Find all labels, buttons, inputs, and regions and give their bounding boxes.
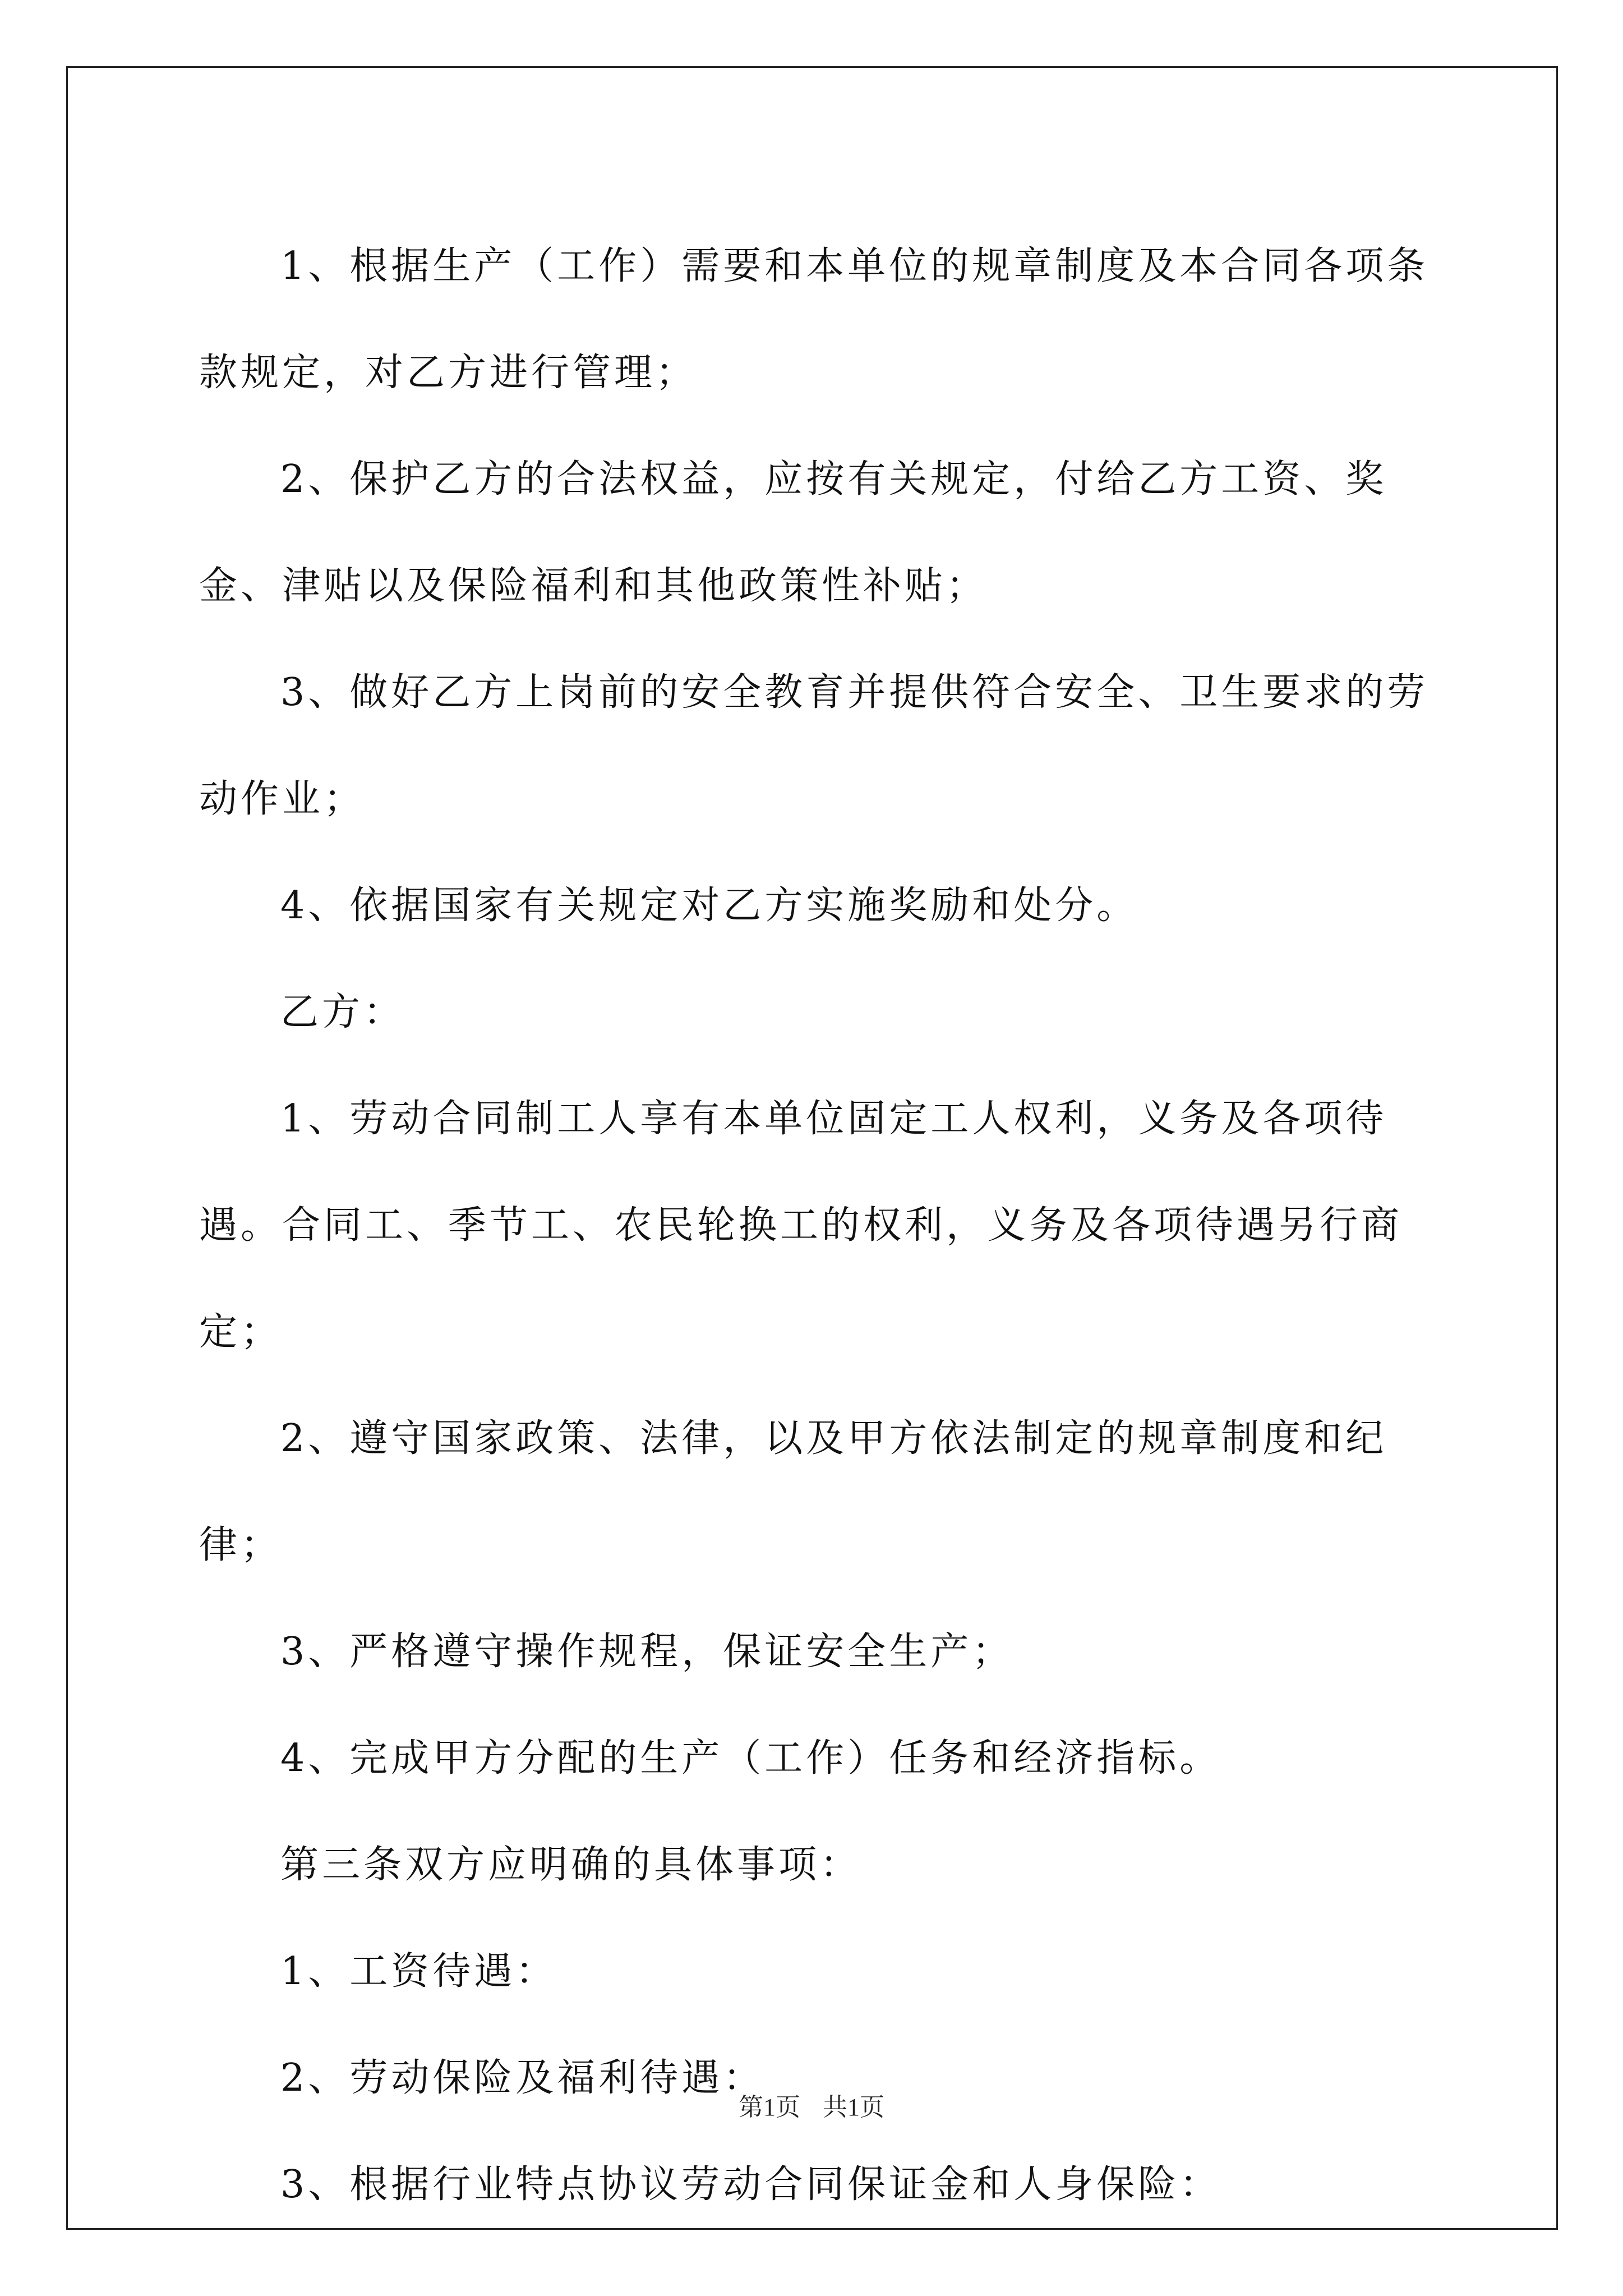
paragraph: 2、劳动保险及福利待遇：: [280, 2056, 765, 2100]
paragraph: 乙方：: [280, 990, 405, 1034]
page-total: 共1页: [823, 2093, 884, 2121]
paragraph: 4、完成甲方分配的生产（工作）任务和经济指标。: [280, 1736, 1221, 1780]
paragraph: 4、依据国家有关规定对乙方实施奖励和处分。: [280, 884, 1138, 928]
paragraph: 第三条双方应明确的具体事项：: [280, 1843, 862, 1887]
paragraph: 1、根据生产（工作）需要和本单位的规章制度及本合同各项条款规定，对乙方进行管理；: [199, 244, 1429, 395]
paragraph: 3、根据行业特点协议劳动合同保证金和人身保险：: [280, 2162, 1221, 2207]
document-body: [199, 213, 1455, 2238]
paragraph: 1、工资待遇：: [280, 1949, 557, 1994]
paragraph: 2、保护乙方的合法权益，应按有关规定，付给乙方工资、奖金、津贴以及保险福利和其他政策性补贴；: [199, 457, 1387, 608]
paragraph: 3、严格遵守操作规程，保证安全生产；: [280, 1630, 1014, 1674]
page-footer: [0, 2087, 1623, 2123]
paragraph: 2、遵守国家政策、法律，以及甲方依法制定的规章制度和纪律；: [199, 1416, 1387, 1567]
page-number: 第1页: [739, 2093, 800, 2121]
paragraph: 1、劳动合同制工人享有本单位固定工人权利，义务及各项待遇。合同工、季节工、农民轮换工的权利，义务及各项待遇另行商定；: [199, 1097, 1403, 1354]
paragraph: 3、做好乙方上岗前的安全教育并提供符合安全、卫生要求的劳动作业；: [199, 670, 1429, 821]
